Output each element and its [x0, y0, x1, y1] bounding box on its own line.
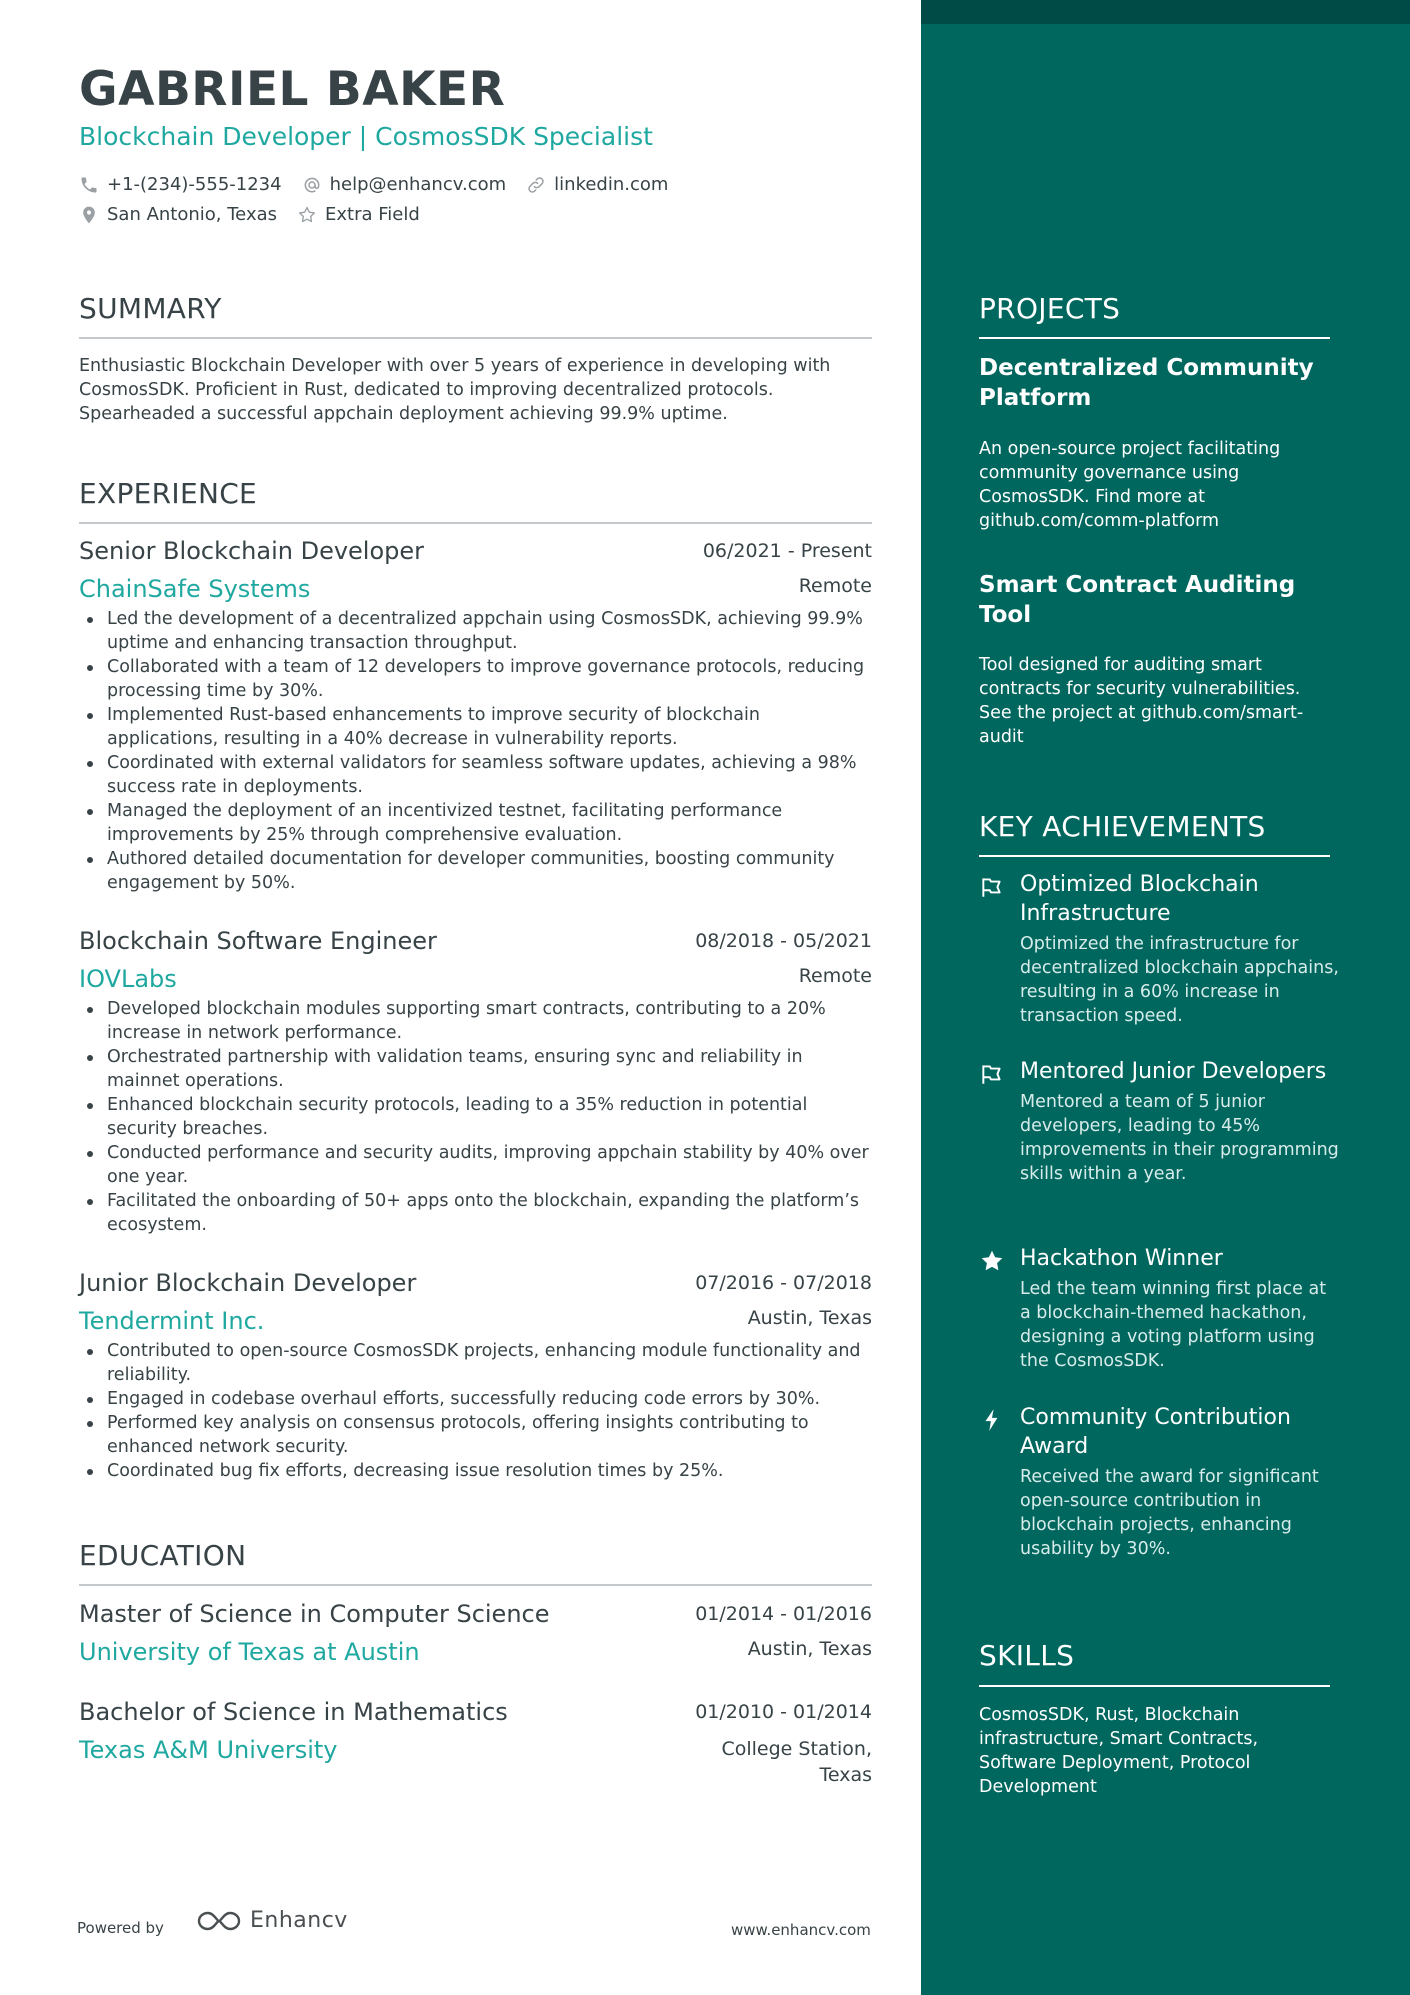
summary-divider — [79, 337, 872, 339]
education-dates: 01/2010 - 01/2014 — [695, 1701, 872, 1723]
achievement-title: Community Contribution Award — [1020, 1405, 1291, 1459]
education-divider — [79, 1584, 872, 1586]
achievement-title: Optimized Blockchain Infrastructure — [1020, 872, 1259, 926]
job-bullet: Managed the deployment of an incentivized testnet, facilitating performance improvements by 25% through comprehensive evaluation. — [79, 799, 872, 847]
achievement-description: Led the team winning first place at a blockchain-themed hackathon, designing a voting platform using the CosmosSDK. — [1020, 1279, 1327, 1371]
achievement-description: Optimized the infrastructure for decentralized blockchain appchains, resulting in a 60% increase in transaction speed. — [1020, 934, 1339, 1026]
job-title: Senior Blockchain Developer — [79, 537, 425, 565]
projects-divider — [979, 337, 1330, 339]
job-dates: 06/2021 - Present — [702, 540, 872, 562]
achievement-description: Received the award for significant open-source contribution in blockchain projects, enhancing usability by 30%. — [1020, 1467, 1319, 1559]
job-bullet: Led the development of a decentralized appchain using CosmosSDK, achieving 99.9% uptime and enhancing transaction throughput. — [79, 607, 872, 655]
achievement-item — [979, 870, 1339, 1028]
experience-title: EXPERIENCE — [79, 477, 258, 510]
job-bullet: Enhanced blockchain security protocols, leading to a 35% reduction in potential security breaches. — [79, 1093, 872, 1141]
education-title: EDUCATION — [79, 1539, 247, 1572]
job-title: Junior Blockchain Developer — [79, 1269, 417, 1297]
location-pin-icon — [79, 205, 99, 225]
education-entry — [79, 1698, 872, 1786]
education-location: Austin, Texas — [747, 1638, 872, 1660]
job-bullet: Collaborated with a team of 12 developers to improve governance protocols, reducing processing time by 30%. — [79, 655, 872, 703]
flag-icon — [979, 1061, 1005, 1087]
job-bullet: Authored detailed documentation for developer communities, boosting community engagement by 50%. — [79, 847, 872, 895]
contact-extra — [297, 204, 420, 225]
enhancv-logo-icon — [196, 1909, 242, 1933]
job-company: Tendermint Inc. — [79, 1307, 265, 1335]
star-icon — [979, 1248, 1005, 1274]
job-location: Austin, Texas — [747, 1307, 872, 1329]
job-bullet: Conducted performance and security audits, improving appchain stability by 40% over one year. — [79, 1141, 872, 1189]
job-bullet: Implemented Rust-based enhancements to improve security of blockchain applications, resulting in a 40% decrease in vulnerability reports. — [79, 703, 872, 751]
job-title: Blockchain Software Engineer — [79, 927, 437, 955]
enhancv-brand: Enhancv — [250, 1908, 348, 1933]
job-bullet: Developed blockchain modules supporting smart contracts, contributing to a 20% increase in network performance. — [79, 997, 872, 1045]
education-degree: Bachelor of Science in Mathematics — [79, 1698, 508, 1726]
candidate-headline: Blockchain Developer | CosmosSDK Specialist — [79, 122, 653, 151]
job-bullet: Contributed to open-source CosmosSDK projects, enhancing module functionality and reliability. — [79, 1339, 872, 1387]
link-text: linkedin.com — [554, 174, 669, 195]
footer-powered-by: Powered by — [77, 1919, 164, 1937]
contact-email[interactable] — [302, 174, 507, 195]
job-bullet: Coordinated with external validators for seamless software updates, achieving a 98% success rate in deployments. — [79, 751, 872, 799]
candidate-name: GABRIEL BAKER — [79, 62, 506, 117]
job-dates: 08/2018 - 05/2021 — [695, 930, 872, 952]
job-bullets — [79, 607, 872, 895]
job-bullet: Performed key analysis on consensus protocols, offering insights contributing to enhanced network security. — [79, 1411, 872, 1459]
achievement-item — [979, 1244, 1339, 1373]
contact-row-2 — [79, 204, 440, 225]
achievement-title: Hackathon Winner — [1020, 1246, 1223, 1271]
flag-icon — [979, 874, 1005, 900]
extra-text: Extra Field — [325, 204, 420, 225]
star-outline-icon — [297, 205, 317, 225]
skills-title: SKILLS — [979, 1639, 1075, 1672]
skills-text: CosmosSDK, Rust, Blockchain infrastructure, Smart Contracts, Software Deployment, Protocol Development — [979, 1705, 1259, 1797]
achievement-item — [979, 1057, 1339, 1186]
projects-title: PROJECTS — [979, 292, 1121, 325]
phone-icon — [79, 175, 99, 195]
education-entry — [79, 1600, 872, 1668]
education-location: College Station, Texas — [721, 1738, 872, 1786]
sidebar-top-band — [921, 0, 1410, 24]
job-entry — [79, 537, 872, 895]
project-description: An open-source project facilitating community governance using CosmosSDK. Find more at github.com/comm-platform — [979, 439, 1281, 531]
contact-row-1 — [79, 174, 688, 195]
skills-divider — [979, 1685, 1330, 1687]
job-bullet: Coordinated bug fix efforts, decreasing issue resolution times by 25%. — [79, 1459, 872, 1483]
job-entry — [79, 1269, 872, 1483]
project-title: Smart Contract Auditing Tool — [979, 572, 1296, 628]
experience-divider — [79, 522, 872, 524]
footer-url[interactable]: www.enhancv.com — [731, 1921, 871, 1939]
phone-text: +1-(234)-555-1234 — [107, 174, 282, 195]
job-company: IOVLabs — [79, 965, 177, 993]
achievement-title: Mentored Junior Developers — [1020, 1059, 1327, 1084]
achievement-description: Mentored a team of 5 junior developers, leading to 45% improvements in their programming skills within a year. — [1020, 1092, 1339, 1184]
contact-link[interactable] — [526, 174, 668, 195]
contact-location — [79, 204, 277, 225]
job-bullet: Orchestrated partnership with validation teams, ensuring sync and reliability in mainnet operations. — [79, 1045, 872, 1093]
achievements-divider — [979, 855, 1330, 857]
job-bullets — [79, 1339, 872, 1483]
at-icon — [302, 175, 322, 195]
education-dates: 01/2014 - 01/2016 — [695, 1603, 872, 1625]
achievement-item — [979, 1403, 1339, 1561]
project-description: Tool designed for auditing smart contracts for security vulnerabilities. See the project at github.com/smart-audit — [979, 655, 1304, 747]
project-title: Decentralized Community Platform — [979, 355, 1314, 411]
job-bullet: Engaged in codebase overhaul efforts, successfully reducing code errors by 30%. — [79, 1387, 872, 1411]
location-text: San Antonio, Texas — [107, 204, 277, 225]
email-text: help@enhancv.com — [329, 174, 507, 195]
job-bullet: Facilitated the onboarding of 50+ apps onto the blockchain, expanding the platform’s ecosystem. — [79, 1189, 872, 1237]
job-bullets — [79, 997, 872, 1237]
lightning-icon — [979, 1407, 1005, 1433]
job-company: ChainSafe Systems — [79, 575, 311, 603]
contact-phone — [79, 174, 282, 195]
education-school: Texas A&M University — [79, 1736, 338, 1764]
education-degree: Master of Science in Computer Science — [79, 1600, 550, 1628]
job-dates: 07/2016 - 07/2018 — [695, 1272, 872, 1294]
enhancv-logo[interactable] — [196, 1908, 348, 1933]
summary-title: SUMMARY — [79, 292, 222, 325]
summary-text: Enthusiastic Blockchain Developer with over 5 years of experience in developing with CosmosSDK. Proficient in Rust, dedicated to improving decentralized protocols. Spearheaded a successful appchain deployment achieving 99.9% uptime. — [79, 356, 831, 424]
education-school: University of Texas at Austin — [79, 1638, 420, 1666]
job-entry — [79, 927, 872, 1237]
link-icon — [526, 175, 546, 195]
job-location: Remote — [798, 965, 872, 987]
job-location: Remote — [798, 575, 872, 597]
achievements-title: KEY ACHIEVEMENTS — [979, 810, 1266, 843]
